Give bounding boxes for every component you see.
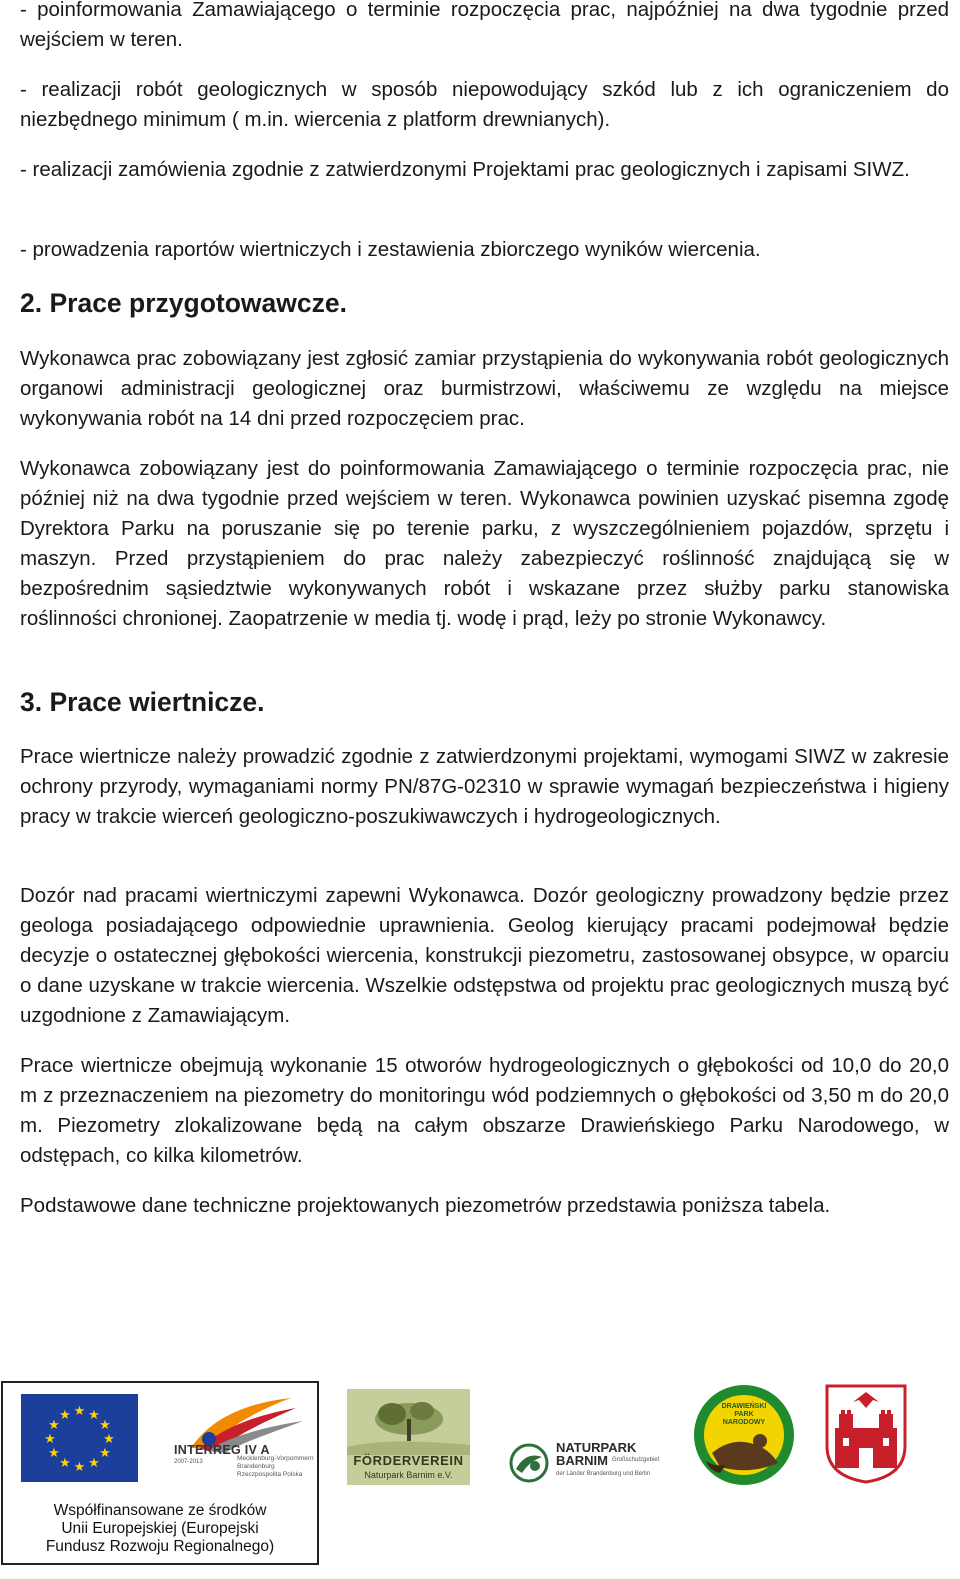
naturpark-name-line: BARNIM	[556, 1453, 608, 1468]
svg-text:★: ★	[48, 1418, 60, 1433]
interreg-region: Mecklenburg-Vorpommern	[237, 1455, 314, 1462]
bullet-text: - prowadzenia raportów wiertniczych i zestawienia zbiorczego wyników wiercenia.	[20, 238, 761, 261]
bullet-2	[20, 75, 949, 135]
paragraph	[20, 742, 949, 832]
eu-flag-icon	[21, 1394, 138, 1482]
bullet-text: - realizacji robót geologicznych w sposób niepowodujący szkód lub z ich ograniczeniem do niezbędnego minimum ( m.in. wiercenia z platform drewnianych).	[20, 78, 949, 131]
interreg-logo	[171, 1393, 316, 1488]
dpn-text-line: NARODOWY	[722, 1419, 766, 1426]
bullet-4	[20, 235, 949, 265]
naturpark-emblem-icon	[508, 1443, 550, 1483]
interreg-years: 2007-2013	[174, 1459, 203, 1465]
paragraph	[20, 1191, 949, 1221]
paragraph-text: Wykonawca prac zobowiązany jest zgłosić zamiar przystąpienia do wykonywania robót geologicznych organowi administracji geologicznej oraz burmistrzowi, właściwemu ze względu na miejsce wykonywania robót na 14 dni przed rozpoczęciem prac.	[20, 347, 949, 430]
svg-text:★: ★	[59, 1456, 71, 1471]
foerderverein-name: FÖRDERVEREIN	[353, 1453, 464, 1468]
svg-text:★: ★	[44, 1432, 56, 1447]
paragraph	[20, 454, 949, 634]
svg-text:★: ★	[99, 1418, 111, 1433]
tree-landscape-icon	[347, 1389, 470, 1455]
interreg-name: INTERREG IV A	[174, 1443, 270, 1457]
paragraph-text: Podstawowe dane techniczne projektowanych piezometrów przedstawia poniższa tabela.	[20, 1194, 831, 1217]
paragraph-text: Dozór nad pracami wiertniczymi zapewni Wykonawca. Dozór geologiczny prowadzony będzie przez geologa posiadającego odpowiednie uprawnienia. Geolog kierujący pracami podejmował będzie decyzje o ostatecznej głębokości wiercenia, konstrukcji piezometru, zastosowanej obsypce, w oparciu o dane uzyskane w trakcie wiercenia. Wszelkie odstępstwa od projektu prac geologicznych muszą być uzgodnione z Zamawiającym.	[20, 884, 949, 1027]
naturpark-name-line: NATURPARK	[556, 1440, 637, 1455]
paragraph	[20, 1051, 949, 1171]
svg-text:★: ★	[73, 1460, 86, 1475]
dpn-beaver-emblem-icon	[690, 1383, 798, 1487]
eu-caption-line: Fundusz Rozwoju Regionalnego)	[45, 1538, 275, 1555]
naturpark-sub-line: der Länder Brandenburg und Berlin	[556, 1471, 651, 1477]
section-heading: 2. Prace przygotowawcze.	[20, 288, 347, 318]
paragraph-text: Prace wiertnicze obejmują wykonanie 15 otworów hydrogeologicznych o głębokości od 10,0 do 20,0 m z przeznaczeniem na piezometry do monitoringu wód podziemnych o głębokości od 3,50 m do 20,0 m. Piezometry zlokalizowane będą na całym obszarze Drawieńskiego Parku Narodowego, w odstępach, co kilka kilometrów.	[20, 1054, 949, 1167]
paragraph	[20, 881, 949, 1031]
eu-caption-line: Unii Europejskiej (Europejski	[61, 1520, 259, 1537]
interreg-region: Brandenburg	[237, 1463, 275, 1470]
section-heading: 3. Prace wiertnicze.	[20, 687, 265, 717]
naturpark-barnim-logo	[508, 1441, 670, 1485]
dpn-text	[690, 1403, 798, 1427]
svg-text:★: ★	[88, 1408, 100, 1423]
bullet-3	[20, 155, 949, 185]
bullet-text: - poinformowania Zamawiającego o terminie rozpoczęcia prac, najpóźniej na dwa tygodnie przed wejściem w teren.	[20, 0, 949, 51]
svg-text:★: ★	[99, 1446, 111, 1461]
dpn-text-line: DRAWIEŃSKI	[721, 1403, 767, 1410]
naturpark-sub2	[556, 1471, 650, 1478]
coat-of-arms-icon	[825, 1384, 907, 1484]
coat-of-arms-logo	[825, 1384, 907, 1484]
naturpark-sub	[612, 1457, 659, 1464]
eu-funding-box	[1, 1381, 319, 1565]
paragraph-text: Prace wiertnicze należy prowadzić zgodnie z zatwierdzonymi projektami, wymogami SIWZ w zakresie ochrony przyrody, wymaganiami normy PN/87G-02310 w sprawie wymagań bezpieczeństwa i higieny pracy w trakcie wierceń geologiczno-poszukiwawczych i hydrogeologicznych.	[20, 745, 949, 828]
foerderverein-sub: Naturpark Barnim e.V.	[364, 1470, 453, 1480]
svg-text:★: ★	[48, 1446, 60, 1461]
paragraph	[20, 344, 949, 434]
svg-text:★: ★	[59, 1408, 71, 1423]
eu-caption-line: Współfinansowane ze środków	[53, 1502, 267, 1519]
dpn-logo	[690, 1383, 798, 1487]
dpn-text-line: PARK	[734, 1411, 754, 1418]
eu-caption	[3, 1502, 317, 1556]
svg-text:★: ★	[88, 1456, 100, 1471]
interreg-region: Rzeczpospolita Polska	[237, 1471, 303, 1478]
paragraph-text: Wykonawca zobowiązany jest do poinformowania Zamawiającego o terminie rozpoczęcia prac, nie później niż na dwa tygodnie przed wejściem w teren. Wykonawca powinien uzyskać pisemna zgodę Dyrektora Parku na poruszanie się po terenie parku, z wyszczególnieniem pojazdów, sprzętu i maszyn. Przed przystąpieniem do prac należy zabezpieczyć roślinność znajdującą się w bezpośrednim sąsiedztwie wykonywanych robót i wskazane przez służby parku stanowiska roślinności chronionej. Zaopatrzenie w media tj. wodę i prąd, leży po stronie Wykonawcy.	[20, 457, 949, 630]
interreg-regions	[237, 1455, 314, 1479]
svg-text:★: ★	[103, 1432, 115, 1447]
bullet-1	[20, 0, 949, 55]
svg-text:★: ★	[73, 1404, 86, 1419]
bullet-text: - realizacji zamówienia zgodnie z zatwierdzonymi Projektami prac geologicznych i zapisami SIWZ.	[20, 158, 910, 181]
foerderverein-logo	[347, 1389, 470, 1485]
naturpark-sub-line: Großschutzgebiet	[612, 1457, 660, 1463]
